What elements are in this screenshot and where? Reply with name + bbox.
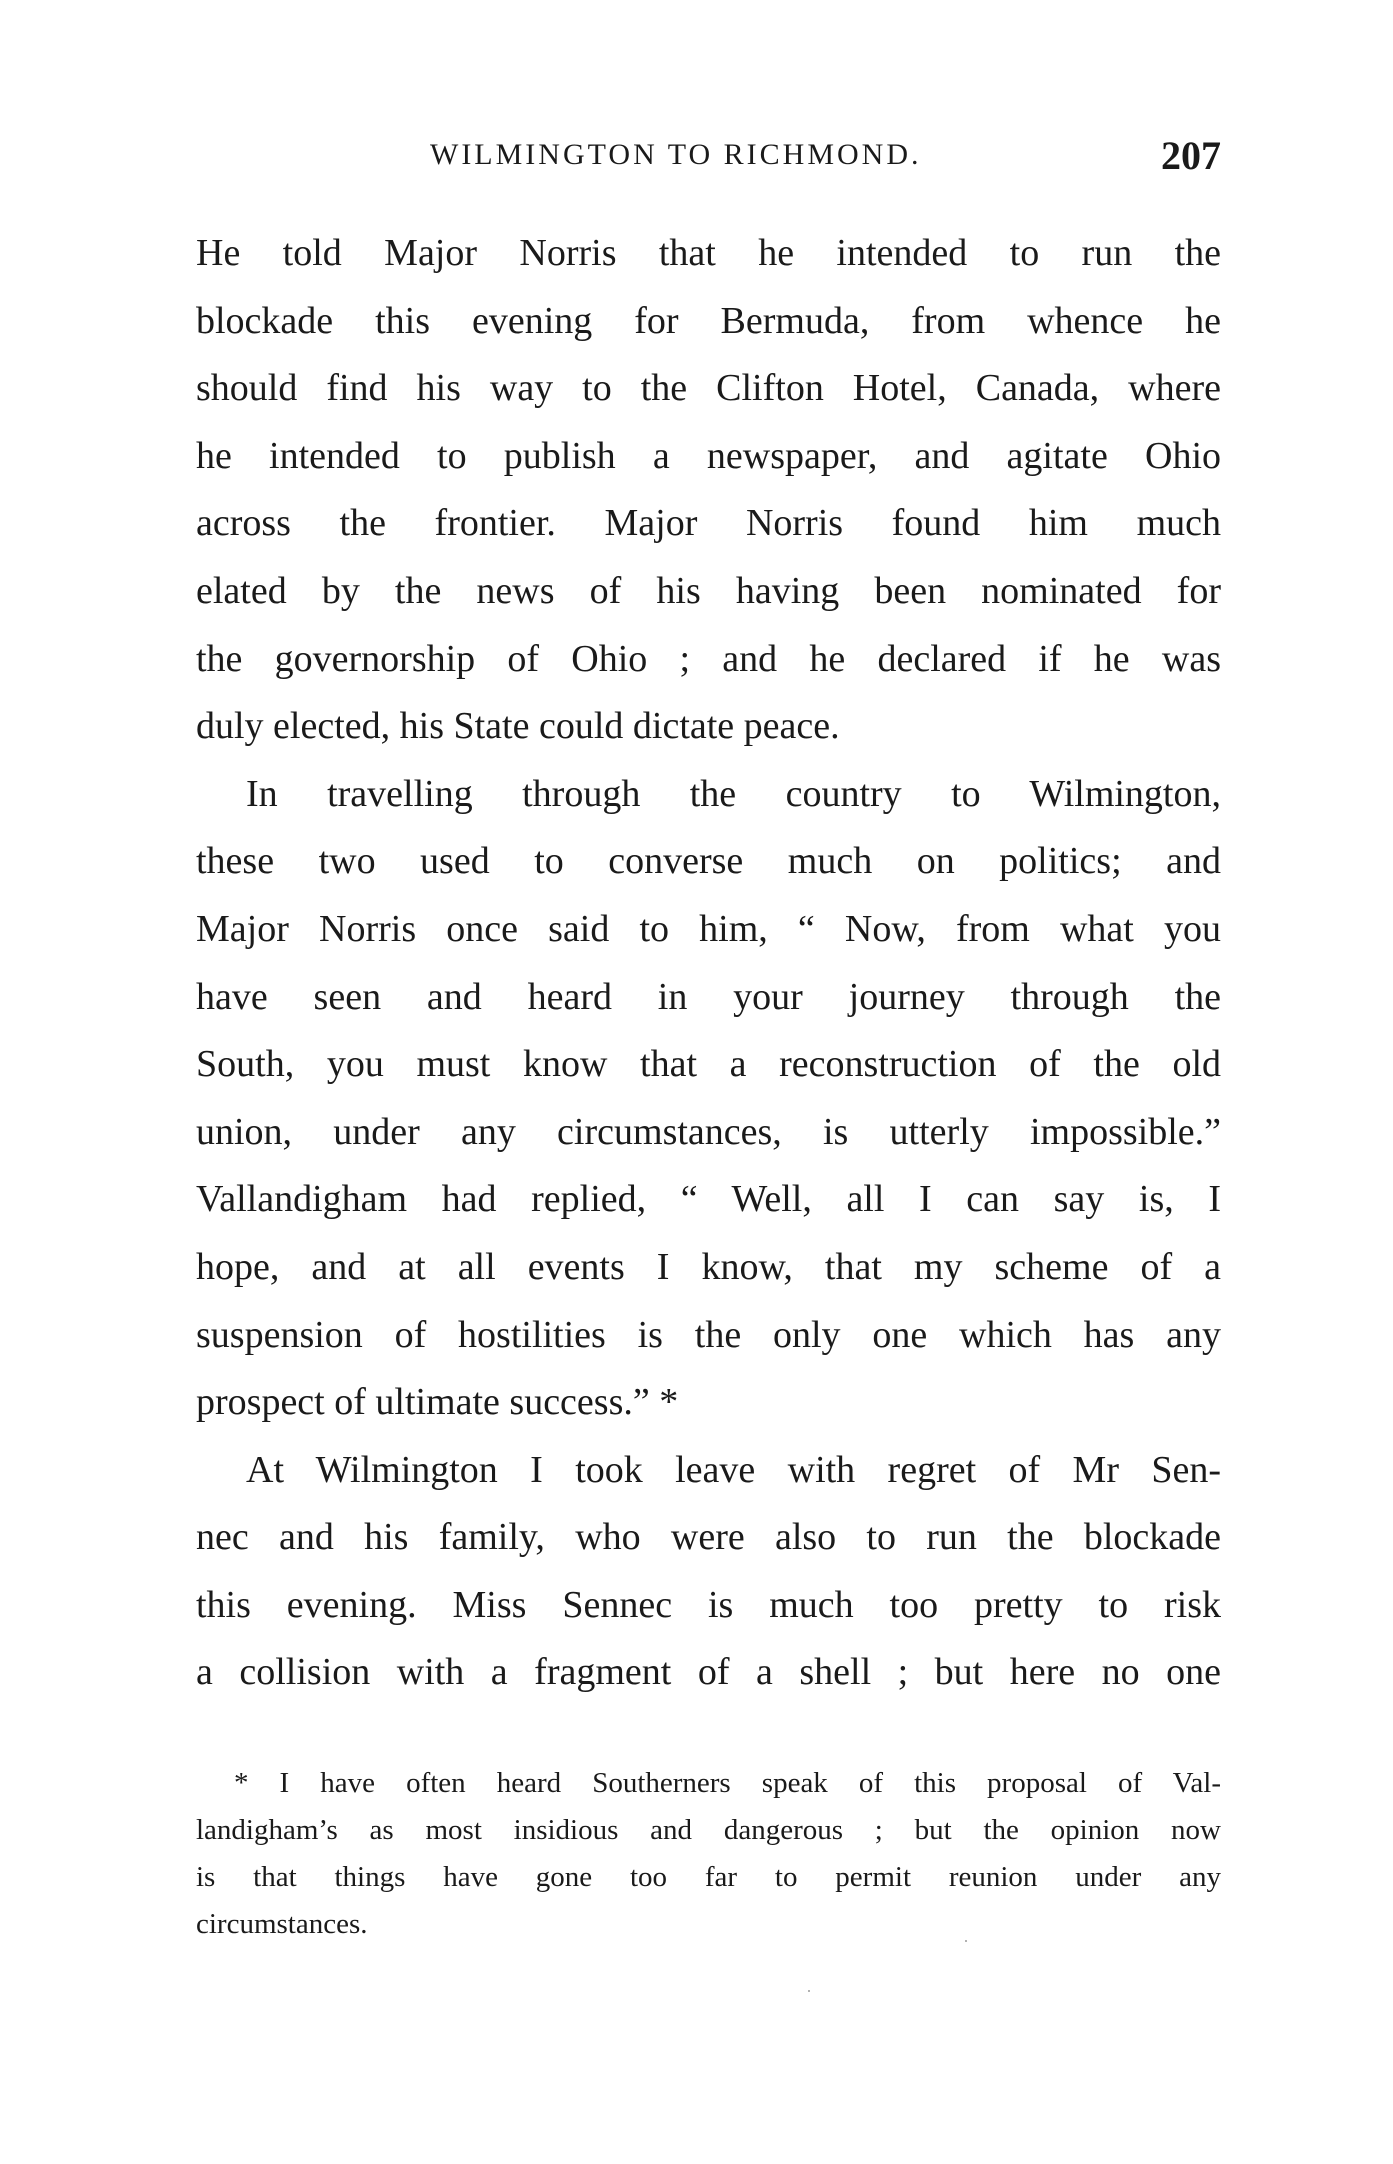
text-line: Vallandigham had replied, “ Well, all I can say is, I bbox=[196, 1178, 1221, 1221]
page-number: 207 bbox=[1161, 133, 1221, 178]
text-line: elated by the news of his having been nominated for bbox=[196, 569, 1221, 612]
text-line: nec and his family, who were also to run the blockade bbox=[196, 1516, 1221, 1559]
text-line: suspension of hostilities is the only one which has any bbox=[196, 1313, 1221, 1356]
text-line: the governorship of Ohio ; and he declared if he was bbox=[196, 637, 1221, 680]
text-line: At Wilmington I took leave with regret of Mr Sen- bbox=[246, 1448, 1221, 1491]
scan-speck bbox=[808, 1990, 810, 1992]
text-line: he intended to publish a newspaper, and agitate Ohio bbox=[196, 434, 1221, 477]
running-head bbox=[196, 132, 1221, 182]
footnote bbox=[196, 1760, 1221, 1948]
text-line: this evening. Miss Sennec is much too pretty to risk bbox=[196, 1583, 1221, 1626]
text-line: blockade this evening for Bermuda, from whence he bbox=[196, 299, 1221, 342]
text-line: South, you must know that a reconstruction of the old bbox=[196, 1043, 1221, 1086]
body-text bbox=[196, 220, 1221, 1707]
text-line: across the frontier. Major Norris found him much bbox=[196, 502, 1221, 545]
text-line: hope, and at all events I know, that my scheme of a bbox=[196, 1245, 1221, 1288]
text-line: duly elected, his State could dictate peace. bbox=[196, 705, 840, 748]
running-title: WILMINGTON TO RICHMOND. bbox=[430, 138, 922, 171]
footnote-line: * I have often heard Southerners speak of this proposal of Val- bbox=[234, 1767, 1221, 1799]
footnote-line: circumstances. bbox=[196, 1908, 368, 1940]
text-line: these two used to converse much on politics; and bbox=[196, 840, 1221, 883]
text-line: union, under any circumstances, is utterly impossible.” bbox=[196, 1110, 1221, 1153]
footnote-line: is that things have gone too far to permit reunion under any bbox=[196, 1861, 1221, 1893]
text-line: have seen and heard in your journey through the bbox=[196, 975, 1221, 1018]
text-line: He told Major Norris that he intended to run the bbox=[196, 232, 1221, 274]
text-line: In travelling through the country to Wilmington, bbox=[246, 772, 1221, 815]
text-line: prospect of ultimate success.” * bbox=[196, 1381, 679, 1424]
scan-speck bbox=[965, 1940, 967, 1942]
text-line: Major Norris once said to him, “ Now, from what you bbox=[196, 907, 1221, 950]
text-line: should find his way to the Clifton Hotel, Canada, where bbox=[196, 367, 1221, 410]
text-line: a collision with a fragment of a shell ; but here no one bbox=[196, 1651, 1221, 1694]
footnote-line: landigham’s as most insidious and dangerous ; but the opinion now bbox=[196, 1814, 1221, 1846]
